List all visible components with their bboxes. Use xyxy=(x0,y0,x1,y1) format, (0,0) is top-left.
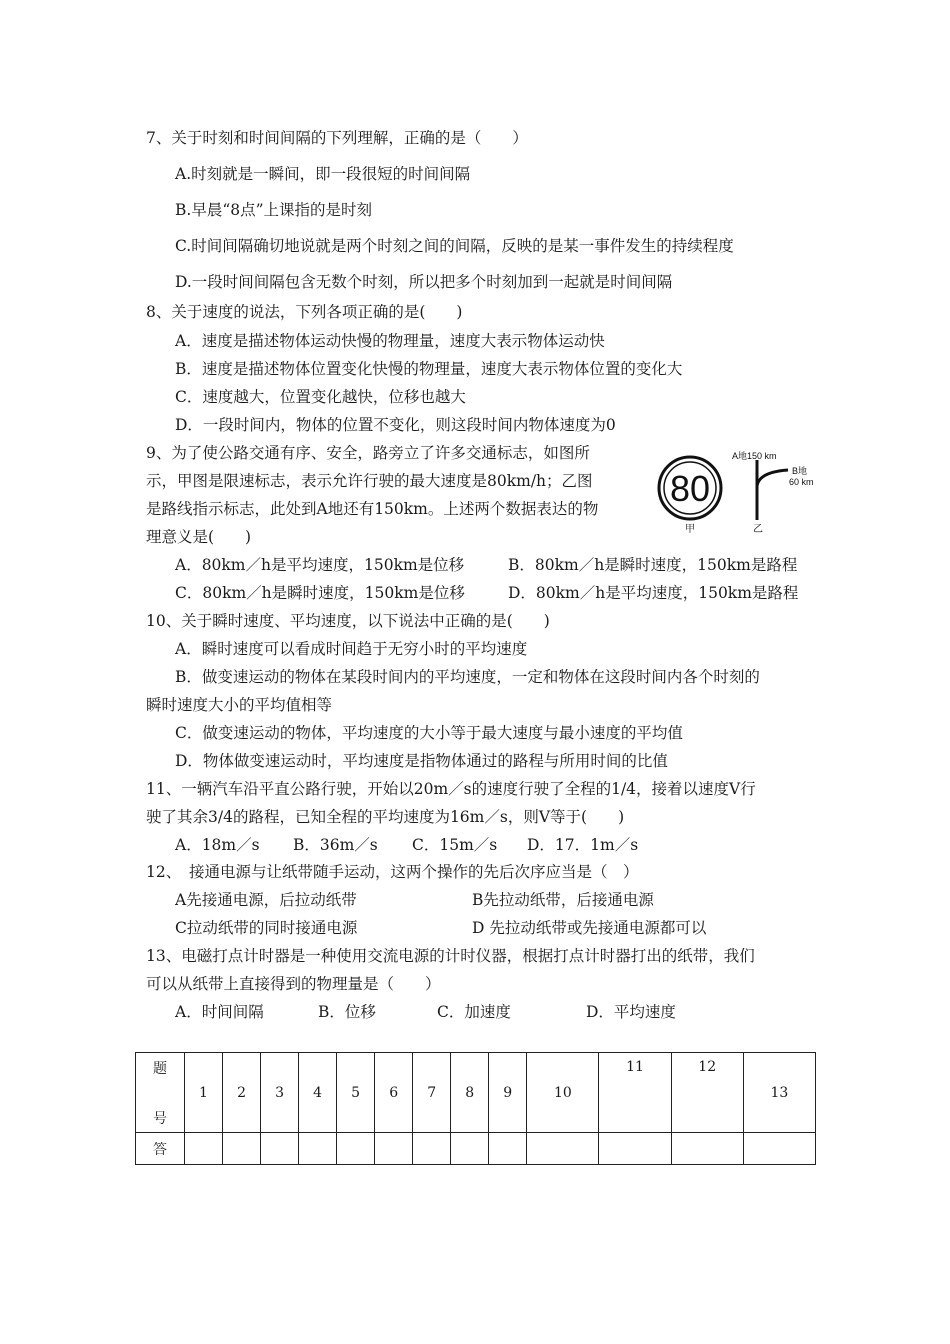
q13-option-c: C．加速度 xyxy=(437,1003,511,1021)
q10-option-b-line1: B．做变速运动的物体在某段时间内的平均速度，一定和物体在这段时间内各个时刻的 xyxy=(175,668,760,686)
number-cell: 1 xyxy=(185,1053,223,1133)
q11-option-d: D．17．1m／s xyxy=(527,836,639,854)
q8-stem: 8、关于速度的说法，下列各项正确的是( ) xyxy=(146,303,463,321)
route-a-label: A地150 km xyxy=(732,451,777,461)
q12-option-a: A先接通电源，后拉动纸带 xyxy=(175,891,357,909)
q10-stem: 10、关于瞬时速度、平均速度，以下说法中正确的是( ) xyxy=(146,612,550,630)
q11-option-c: C．15m／s xyxy=(412,836,498,854)
header-cell-answer: 答 xyxy=(136,1133,185,1165)
q9-stem-line2: 示，甲图是限速标志，表示允许行驶的最大速度是80km/h；乙图 xyxy=(146,472,593,490)
q11-stem-line1: 11、一辆汽车沿平直公路行驶，开始以20m／s的速度行驶了全程的1/4，接着以速度V行 xyxy=(146,780,756,798)
answer-cell-8[interactable] xyxy=(451,1133,489,1165)
q10-option-d: D．物体做变速运动时，平均速度是指物体通过的路程与所用时间的比值 xyxy=(175,752,668,770)
q12-option-b: B先拉动纸带，后接通电源 xyxy=(472,891,654,909)
q13-stem-line2: 可以从纸带上直接得到的物理量是（ ） xyxy=(146,975,441,993)
q10-option-b-line2: 瞬时速度大小的平均值相等 xyxy=(146,696,333,714)
q10-option-c: C．做变速运动的物体，平均速度的大小等于最大速度与最小速度的平均值 xyxy=(175,724,683,742)
answer-cell-13[interactable] xyxy=(743,1133,815,1165)
q13-option-d: D．平均速度 xyxy=(586,1003,676,1021)
q7-option-c: C.时间间隔确切地说就是两个时刻之间的间隔，反映的是某一事件发生的持续程度 xyxy=(175,237,734,255)
answer-cell-6[interactable] xyxy=(375,1133,413,1165)
answer-cell-9[interactable] xyxy=(489,1133,527,1165)
answer-table-number-row xyxy=(136,1053,816,1133)
answer-cell-10[interactable] xyxy=(527,1133,599,1165)
q9-option-c: C．80km／h是瞬时速度，150km是位移 xyxy=(175,584,465,602)
answer-table xyxy=(135,1052,816,1165)
number-cell: 11 xyxy=(599,1053,671,1133)
answer-cell-4[interactable] xyxy=(299,1133,337,1165)
q7-option-b: B.早晨“8点”上课指的是时刻 xyxy=(175,201,373,219)
q9-stem-line3: 是路线指示标志，此处到A地还有150km。上述两个数据表达的物 xyxy=(146,500,599,518)
answer-cell-11[interactable] xyxy=(599,1133,671,1165)
answer-cell-12[interactable] xyxy=(671,1133,743,1165)
answer-table-answer-row xyxy=(136,1133,816,1165)
q8-option-c: C．速度越大，位置变化越快，位移也越大 xyxy=(175,388,466,406)
number-cell: 5 xyxy=(337,1053,375,1133)
traffic-signs-figure xyxy=(652,450,822,540)
answer-cell-1[interactable] xyxy=(185,1133,223,1165)
route-b-label: B地 xyxy=(792,466,808,476)
q10-option-a: A．瞬时速度可以看成时间趋于无穷小时的平均速度 xyxy=(175,640,528,658)
q8-option-d: D．一段时间内，物体的位置不变化，则这段时间内物体速度为0 xyxy=(175,416,616,434)
answer-cell-2[interactable] xyxy=(223,1133,261,1165)
q9-stem-line4: 理意义是( ) xyxy=(146,528,252,546)
q12-option-c: C拉动纸带的同时接通电源 xyxy=(175,919,358,937)
q13-option-b: B．位移 xyxy=(318,1003,376,1021)
q12-stem: 12、 接通电源与让纸带随手运动，这两个操作的先后次序应当是（ ） xyxy=(146,863,639,881)
number-cell: 3 xyxy=(261,1053,299,1133)
number-cell: 13 xyxy=(743,1053,815,1133)
q11-stem-line2: 驶了其余3/4的路程，已知全程的平均速度为16m／s，则V等于( ) xyxy=(146,808,625,826)
answer-cell-3[interactable] xyxy=(261,1133,299,1165)
header-top-char: 题 xyxy=(153,1060,167,1077)
q9-option-b: B．80km／h是瞬时速度，150km是路程 xyxy=(508,556,798,574)
q12-option-d: D 先拉动纸带或先接通电源都可以 xyxy=(472,919,707,937)
q13-option-a: A．时间间隔 xyxy=(175,1003,264,1021)
number-cell: 4 xyxy=(299,1053,337,1133)
route-b-distance: 60 km xyxy=(789,477,814,487)
q7-option-d: D.一段时间间隔包含无数个时刻，所以把多个时刻加到一起就是时间间隔 xyxy=(175,273,673,291)
q7-option-a: A.时刻就是一瞬间，即一段很短的时间间隔 xyxy=(175,165,471,183)
q8-option-b: B．速度是描述物体位置变化快慢的物理量，速度大表示物体位置的变化大 xyxy=(175,360,683,378)
q11-option-a: A．18m／s xyxy=(175,836,260,854)
q11-option-b: B．36m／s xyxy=(293,836,378,854)
q9-option-d: D．80km／h是平均速度，150km是路程 xyxy=(508,584,799,602)
answer-cell-5[interactable] xyxy=(337,1133,375,1165)
q8-option-a: A．速度是描述物体运动快慢的物理量，速度大表示物体运动快 xyxy=(175,332,605,350)
number-cell: 6 xyxy=(375,1053,413,1133)
route-branch-road xyxy=(757,470,788,486)
speed-limit-value: 80 xyxy=(669,468,711,509)
answer-cell-7[interactable] xyxy=(413,1133,451,1165)
number-cell: 7 xyxy=(413,1053,451,1133)
number-cell: 8 xyxy=(451,1053,489,1133)
header-cell-question-number xyxy=(136,1053,185,1133)
number-cell: 10 xyxy=(527,1053,599,1133)
q9-option-a: A．80km／h是平均速度，150km是位移 xyxy=(175,556,465,574)
number-cell: 9 xyxy=(489,1053,527,1133)
q9-stem-line1: 9、为了使公路交通有序、安全，路旁立了许多交通标志，如图所 xyxy=(146,444,590,462)
q7-stem: 7、关于时刻和时间间隔的下列理解，正确的是（ ） xyxy=(146,129,528,147)
sign-caption-jia: 甲 xyxy=(685,524,695,535)
q13-stem-line1: 13、电磁打点计时器是一种使用交流电源的计时仪器，根据打点计时器打出的纸带，我们 xyxy=(146,947,755,965)
traffic-signs-svg xyxy=(652,450,822,540)
sign-caption-yi: 乙 xyxy=(753,524,763,535)
number-cell: 12 xyxy=(671,1053,743,1133)
number-cell: 2 xyxy=(223,1053,261,1133)
header-bottom-char: 号 xyxy=(153,1110,167,1127)
